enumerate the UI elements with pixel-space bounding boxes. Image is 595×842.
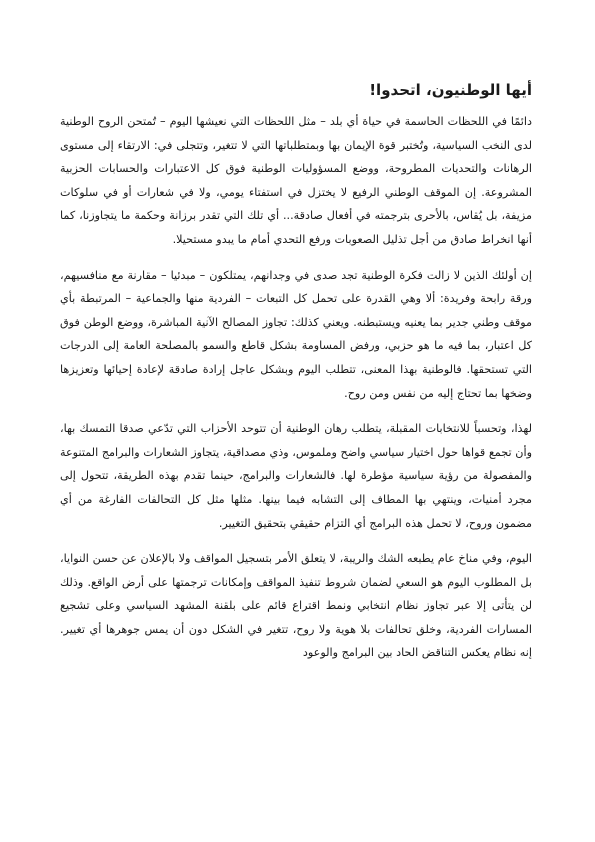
article-title: أيها الوطنيون، اتحدوا! [369, 81, 532, 99]
paragraph-3: لهذا، وتحسباً للانتخابات المقبلة، يتطلب رهان الوطنية أن تتوحد الأحزاب التي تدّعي صدقا التمسك بها، وأن تجمع قواها حول اختيار سياسي واضح وملموس، وذي مصداقية، يتجاوز الشعارات والبرامج المتنوعة والمفصولة من رؤية سياسية مؤطرة لها. فالشعارات والبرامج، حينما تقدم بهذه الطريقة، تتحول إلى مجرد أمنيات، وينتهي بها المطاف إلى التشابه فيما بينها. مثلها مثل كل التحالفات الفارغة من أي مضمون وروح، لا تحمل هذه البرامج أي التزام حقيقي بتحقيق التغيير. [60, 422, 532, 530]
paragraph-1: دائمًا في اللحظات الحاسمة في حياة أي بلد – مثل اللحظات التي نعيشها اليوم – تُمتحن الروح الوطنية لدى النخب السياسية، وتُختبر قوة الإيمان بها وبمتطلباتها التي لا تتغير، وتتجلى في: الارتقاء إلى مستوى الرهانات والتحديات المطروحة، ووضع المسؤوليات الوطنية فوق كل الاعتبارات والحسابات الحزبية المشروعة. إن الموقف الوطني الرفيع لا يختزل في استفتاء يومي، ولا في شعارات أو في سلوكات مزيفة، بل يُقاس، بالأحرى بترجمته في أفعال صادقة... أي تلك التي تقدر برزانة وحكمة ما يتجاوزنا، كما أنها انخراط صادق من أجل تذليل الصعوبات ورفع التحدي أمام ما يبدو مستحيلا. [60, 115, 532, 246]
paragraph-4: اليوم، وفي مناخ عام يطبعه الشك والريبة، لا يتعلق الأمر بتسجيل المواقف ولا بالإعلان عن حسن النوايا، بل المطلوب اليوم هو السعي لضمان شروط تنفيذ المواقف وإمكانات ترجمتها على أرض الواقع. وذلك لن يتأتى إلا عبر تجاوز نظام انتخابي ونمط اقتراع قائم على بلقنة المشهد السياسي وعلى تشجيع المسارات الفردية، وخلق تحالفات بلا هوية ولا روح، تتغير في الشكل دون أن يمس جوهرها أي تغيير. إنه نظام يعكس التناقض الحاد بين البرامج والوعود [60, 552, 532, 660]
paragraph-2: إن أولئك الذين لا زالت فكرة الوطنية تجد صدى في وجدانهم، يمتلكون – مبدئيا – مقارنة مع منافسيهم، ورقة رابحة وفريدة: ألا وهي القدرة على تحمل كل التبعات – الفردية منها والجماعية – المرتبطة بأي موقف وطني جدير بما يعنيه ويستبطنه. ويعني كذلك: تجاوز المصالح الآنية المباشرة، ووضع الوطن فوق كل اعتبار، بما فيه ما هو حزبي، ورفض المساومة بشكل قاطع والسمو بالمصلحة العامة إلى الدرجات التي تستحقها. فالوطنية بهذا المعنى، تتطلب اليوم وبشكل عاجل إرادة صادقة لإعادة إحيائها وتعزيزها وضخها بما تحتاج إليه من نفس ومن روح. [60, 268, 532, 400]
article [60, 78, 532, 677]
